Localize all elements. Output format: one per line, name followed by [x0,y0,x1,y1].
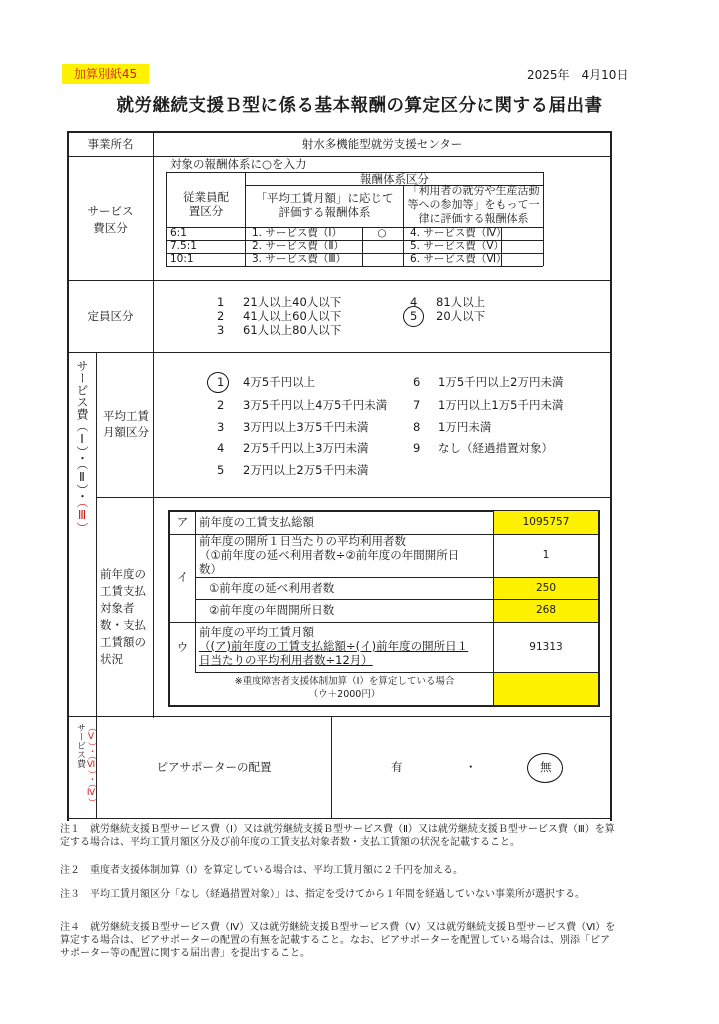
page-title: 就労継続支援Ｂ型に係る基本報酬の算定区分に関する届出書 [116,96,603,116]
capacity-option-1[interactable]: 21人以上40人以下 [243,295,342,309]
office-name: 射水多機能型就労支援センター [301,137,463,151]
capacity-label: 定員区分 [87,309,134,323]
capacity-num-1: 1 [217,295,225,309]
wage-option-7[interactable]: 1万円以上1万5千円未満 [438,398,564,412]
capacity-num-5: 5 [410,309,418,323]
note-3: 注３ 平均工賃月額区分「なし（経過措置対象）」は、指定を受けてから１年間を経過していない事業所が選択する。 [60,889,585,900]
ratio-row-3: 10:1 [170,253,194,265]
u-label-3: 日当たりの平均利用者数÷12月） [199,653,373,667]
peer-side-label: サービス費 [75,723,85,768]
wage-option-5[interactable]: 2万円以上2万5千円未満 [243,463,369,477]
capacity-num-2: 2 [217,309,225,323]
u-label-1: 前年度の平均工賃月額 [199,625,314,639]
service-instruction: 対象の報酬体系に○を入力 [170,157,307,171]
i2-value[interactable]: 268 [535,604,557,616]
u-value: 91313 [529,641,563,653]
wage-option-8[interactable]: 1万円未満 [438,420,492,434]
wage-selected-circle [207,372,229,393]
i-label-1: 前年度の開所１日当たりの平均利用者数 [199,534,406,548]
system-header: 報酬体系区分 [360,172,429,186]
i1-label: ①前年度の延べ利用者数 [209,581,335,595]
prev-year-label: 前年度の工賃支払対象者数・支払工賃額の状況 [100,567,146,666]
i-key: イ [176,570,189,584]
ratio-row-2: 7.5:1 [170,240,197,252]
staff-ratio-header: 従業員配置区分 [183,190,229,218]
note-4: 注４ 就労継続支援Ｂ型サービス費（Ⅳ）又は就労継続支援Ｂ型サービス費（Ⅴ）又は就労継続支援Ｂ型サービス費（Ⅵ）を算定する場合は、ピアサポーターの配置の有無を記載すること。なお、ピアサポーターを配置している場合は、別添「ピアサポーター等の配置に関する届出書」を提出すること。 [60,922,616,959]
i2-label: ②前年度の年間開所日数 [209,603,335,617]
peer-label: ピアサポーターの配置 [156,760,272,774]
wage-num-3: 3 [217,420,225,434]
service-category-label: サービス費区分 [87,204,134,235]
note-2: 注２ 重度者支援体制加算（Ⅰ）を算定している場合は、平均工賃月額に２千円を加える。 [60,865,463,876]
wage-num-2: 2 [217,398,225,412]
i1-value[interactable]: 250 [535,582,557,594]
wage-option-1[interactable]: 4万5千円以上 [243,375,316,389]
capacity-option-5[interactable]: 20人以下 [436,309,486,323]
wage-num-8: 8 [413,420,421,434]
wage-side-label: サービス費（Ⅰ）・（Ⅱ）・（Ⅲ） [75,360,89,534]
service-option-6[interactable]: 6. サービス費（Ⅵ） [410,253,507,265]
peer-side-label-red: （Ⅴ）・（Ⅵ）・（Ⅳ） [86,723,96,807]
extra-label-1: ※重度障害者支援体制加算（Ⅰ）を算定している場合 [234,676,455,687]
peer-divider [331,716,332,818]
wage-num-1: 1 [217,375,225,389]
wage-num-6: 6 [413,375,421,389]
a-label: 前年度の工賃支払総額 [199,515,314,529]
capacity-option-4[interactable]: 81人以上 [436,295,486,309]
service-option-1[interactable]: 1. サービス費（Ⅰ） [252,227,342,239]
wage-option-2[interactable]: 3万5千円以上4万5千円未満 [243,398,388,412]
peer-selected-circle [527,753,563,783]
capacity-selected-circle [403,306,424,327]
service-option-3[interactable]: 3. サービス費（Ⅲ） [252,253,347,265]
capacity-option-2[interactable]: 41人以上60人以下 [243,309,342,323]
wage-num-9: 9 [413,441,421,455]
i-label-3: 数） [199,562,222,576]
extra-value-highlight [494,673,598,705]
u-key: ウ [176,640,189,654]
peer-option-no[interactable]: 無 [540,760,552,774]
a-key: ア [176,515,189,529]
wage-option-9[interactable]: なし（経過措置対象） [438,441,553,455]
service-option-2[interactable]: 2. サービス費（Ⅱ） [252,240,345,252]
service-option-5[interactable]: 5. サービス費（Ⅴ） [410,240,505,252]
wage-num-4: 4 [217,441,225,455]
capacity-option-3[interactable]: 61人以上80人以下 [243,323,342,337]
ratio-row-1: 6:1 [170,227,187,239]
service-mark-1[interactable]: ○ [377,227,387,239]
a-value[interactable]: 1095757 [522,516,570,528]
office-label: 事業所名 [87,137,134,151]
u-label-2: （(ア)前年度の工賃支払総額÷(イ)前年度の開所日１ [199,639,469,653]
i-label-2: （①前年度の延べ利用者数÷②前年度の年間開所日 [199,548,460,562]
wage-option-6[interactable]: 1万5千円以上2万円未満 [438,375,564,389]
peer-dot: ・ [465,760,477,774]
capacity-num-4: 4 [410,295,418,309]
i-value: 1 [542,549,550,561]
note-1: 注１ 就労継続支援Ｂ型サービス費（Ⅰ）又は就労継続支援Ｂ型サービス費（Ⅱ）又は就労継続支援Ｂ型サービス費（Ⅲ）を算定する場合は、平均工賃月額区分及び前年度の工賃支払対象者数・支払工賃額の状況を記載すること。 [60,824,615,848]
col-b-header: 「利用者の就労や生産活動等への参加等」をもって一律に評価する報酬体系 [407,184,540,225]
wage-option-3[interactable]: 3万円以上3万5千円未満 [243,420,369,434]
wage-num-5: 5 [217,463,225,477]
col-a-header: 「平均工賃月額」に応じて評価する報酬体系 [255,191,394,219]
service-option-4[interactable]: 4. サービス費（Ⅳ） [410,227,507,239]
document-date: 2025年 4月10日 [527,68,629,82]
avg-wage-label: 平均工賃月額区分 [103,409,149,439]
form-tag: 加算別紙45 [62,64,149,84]
wage-option-4[interactable]: 2万5千円以上3万円未満 [243,441,369,455]
peer-option-yes[interactable]: 有 [391,760,403,774]
extra-label-2: （ウ＋2000円） [308,689,381,700]
capacity-num-3: 3 [217,323,225,337]
wage-num-7: 7 [413,398,421,412]
